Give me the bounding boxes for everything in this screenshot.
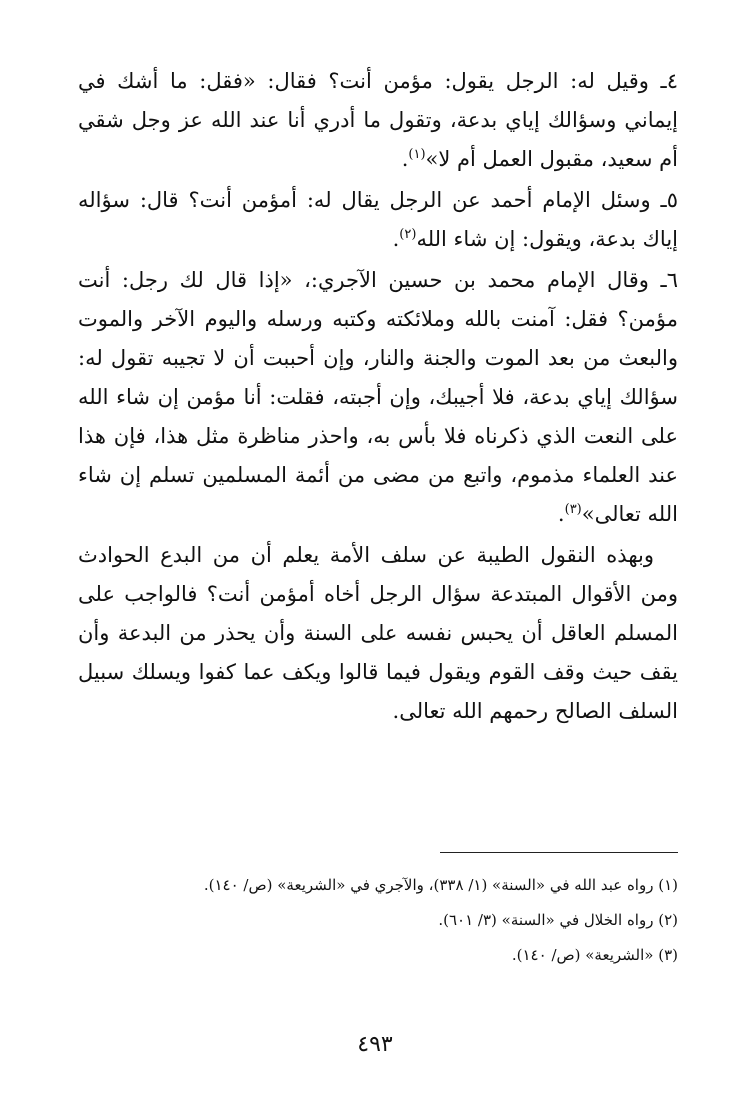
paragraph-4 bbox=[78, 62, 678, 179]
footnote-ref-1: (١) bbox=[408, 147, 426, 162]
paragraph-6 bbox=[78, 261, 678, 534]
paragraph-6-tail: . bbox=[557, 502, 565, 526]
footnote-2: (٢) رواه الخلال في «السنة» (٣/ ٦٠١). bbox=[438, 911, 678, 929]
paragraph-5 bbox=[78, 181, 678, 259]
footnote-divider bbox=[440, 852, 678, 853]
paragraph-4-tail: . bbox=[401, 147, 409, 171]
paragraph-5-tail: . bbox=[392, 227, 400, 251]
paragraph-5-text: ٥ـ وسئل الإمام أحمد عن الرجل يقال له: أمؤمن أنت؟ قال: سؤاله إياك بدعة، ويقول: إن شاء الله bbox=[78, 188, 678, 251]
footnote-ref-2: (٢) bbox=[399, 227, 417, 242]
footnote-1: (١) رواه عبد الله في «السنة» (١/ ٣٣٨)، والآجري في «الشريعة» (ص/ ١٤٠). bbox=[203, 876, 678, 894]
footnotes bbox=[78, 868, 678, 973]
footnote-ref-3: (٣) bbox=[564, 502, 582, 517]
paragraph-7-text: وبهذه النقول الطيبة عن سلف الأمة يعلم أن من البدع الحوادث ومن الأقوال المبتدعة سؤال الرجل أخاه أمؤمن أنت؟ فالواجب على المسلم العاقل أن يحبس نفسه على السنة وأن يحذر من البدعة وأن يقف حيث وقف القوم ويقول فيما قالوا ويكف عما كفوا ويسلك سبيل السلف الصالح رحمهم الله تعالى. bbox=[78, 543, 678, 723]
page-number: ٤٩٣ bbox=[357, 1032, 393, 1057]
footnote-3: (٣) «الشريعة» (ص/ ١٤٠). bbox=[511, 946, 678, 964]
paragraph-7 bbox=[78, 536, 678, 731]
main-text bbox=[78, 62, 678, 733]
paragraph-4-text: ٤ـ وقيل له: الرجل يقول: مؤمن أنت؟ فقال: «فقل: ما أشك في إيماني وسؤالك إياي بدعة، وتقول ما أدري أنا عند الله عز وجل شقي أم سعيد، مقبول العمل أم لا» bbox=[78, 69, 678, 171]
paragraph-6-text: ٦ـ وقال الإمام محمد بن حسين الآجري:، «إذا قال لك رجل: أنت مؤمن؟ فقل: آمنت بالله وملائكته وكتبه ورسله واليوم الآخر والموت والبعث من بعد الموت والجنة والنار، وإن أحببت أن لا تجيبه تقول له: سؤالك إياي بدعة، فلا أجيبك، وإن أجبته، فقلت: أنا مؤمن إن شاء الله على النعت الذي ذكرناه فلا بأس به، واحذر مناظرة مثل هذا، فإن هذا عند العلماء مذموم، واتبع من مضى من أئمة المسلمين تسلم إن شاء الله تعالى» bbox=[78, 268, 678, 526]
